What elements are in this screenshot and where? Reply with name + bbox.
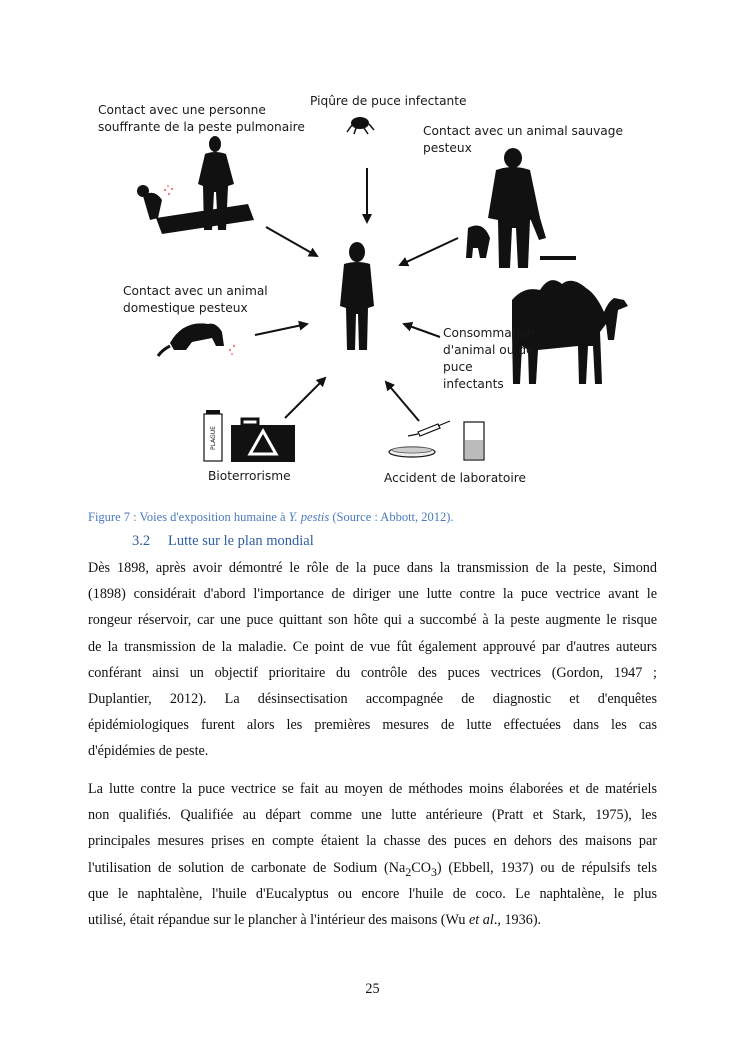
paragraph-line: épidémiologiques furent alors les premières mesures de lutte effectuées dans les cas	[88, 717, 657, 734]
syringe-icon	[408, 421, 450, 436]
briefcase-icon	[231, 419, 295, 462]
arrow-consumption	[404, 324, 440, 337]
arrow-lab	[386, 382, 419, 421]
exposure-routes-figure	[88, 88, 658, 490]
paragraph-2	[88, 776, 657, 933]
label-lab-accident: Accident de laboratoire	[384, 471, 527, 485]
caption-species: Y. pestis	[288, 510, 330, 524]
flea-icon	[347, 117, 374, 134]
section-heading	[132, 533, 314, 550]
paragraph-line: que le naphtalène, l'huile d'Eucalyptus ou encore l'huile de coco. Le naphtalène, le plus	[88, 885, 657, 902]
line4-text-b: CO	[411, 859, 431, 876]
spray-label: PLAGUE	[210, 426, 217, 450]
label-wild-animal: Contact avec un animal sauvage pesteux	[423, 124, 624, 155]
paragraph-line: conférant ainsi un objectif prioritaire du contrôle des puces vectrices (Gordon, 1947 ;	[88, 664, 657, 681]
human-center-icon	[340, 242, 374, 350]
hunter-icon	[466, 148, 576, 268]
paragraph-line: non qualifiés. Qualifiée au départ comme une lutte antérieure (Pratt et Stark, 1975), les	[88, 807, 657, 824]
paragraph-line: rongeur réservoir, car une puce quittant son hôte qui a succombé à la peste augmente le risque	[88, 612, 657, 629]
arrow-wild	[400, 238, 458, 265]
sick-person-icon	[137, 136, 254, 234]
paragraph-line: La lutte contre la puce vectrice se fait au moyen de méthodes moins élaborées et de matériels	[88, 781, 657, 797]
page-number: 25	[365, 981, 380, 997]
subscript-3: 3	[430, 864, 437, 879]
paragraph-1	[88, 555, 657, 765]
arrow-bioterrorism	[285, 378, 325, 418]
label-flea-bite: Piqûre de puce infectante	[310, 94, 467, 108]
beaker-icon	[464, 422, 484, 460]
label-consumption: Consommation d'animal ou de puce infectants	[443, 326, 536, 391]
paragraph-line: Dès 1898, après avoir démontré le rôle de la puce dans la transmission de la peste, Simond	[88, 560, 657, 576]
petri-dish-icon	[389, 447, 435, 457]
label-pulmonary-contact: Contact avec une personne souffrante de la peste pulmonaire	[98, 103, 305, 134]
paragraph-line: (1898) considérait d'abord l'importance de diriger une lutte contre la puce vectrice avant le	[88, 586, 657, 603]
arrow-pulmonary	[266, 227, 317, 256]
arrow-domestic	[255, 324, 307, 335]
caption-prefix: Figure 7 : Voies d'exposition humaine à	[88, 510, 289, 524]
paragraph-line: principales mesures prises en compte étaient la chasse des puces en dehors des maisons par	[88, 833, 657, 850]
cat-icon	[158, 323, 235, 356]
label-bioterrorism: Bioterrorisme	[208, 469, 291, 483]
section-number: 3.2	[132, 533, 151, 549]
line6-text-a: utilisé, était répandue sur le plancher à l'intérieur des maisons (Wu	[88, 911, 469, 928]
line4-text-a: l'utilisation de solution de carbonate de Sodium (Na	[88, 859, 406, 876]
paragraph-line: Duplantier, 2012). La désinsectisation accompagnée de diagnostic et d'enquêtes	[88, 690, 657, 707]
caption-suffix: (Source : Abbott, 2012).	[329, 510, 454, 524]
paragraph-line: de la transmission de la maladie. Ce point de vue fût également approuvé par d'autres auteurs	[88, 638, 657, 655]
label-domestic-animal: Contact avec un animal domestique pesteux	[123, 284, 268, 315]
spray-can-icon	[204, 410, 222, 461]
figure-caption	[88, 510, 454, 525]
paragraph-line-citation	[88, 907, 657, 933]
subscript-2: 2	[405, 864, 412, 879]
line6-text-b: ., 1936).	[493, 911, 542, 928]
section-title: Lutte sur le plan mondial	[168, 533, 314, 549]
paragraph-line-chemical	[88, 855, 657, 881]
line4-text-c: ) (Ebbell, 1937) ou de répulsifs tels	[436, 859, 657, 876]
et-al: et al	[468, 911, 494, 928]
paragraph-line: d'épidémies de peste.	[88, 743, 209, 760]
